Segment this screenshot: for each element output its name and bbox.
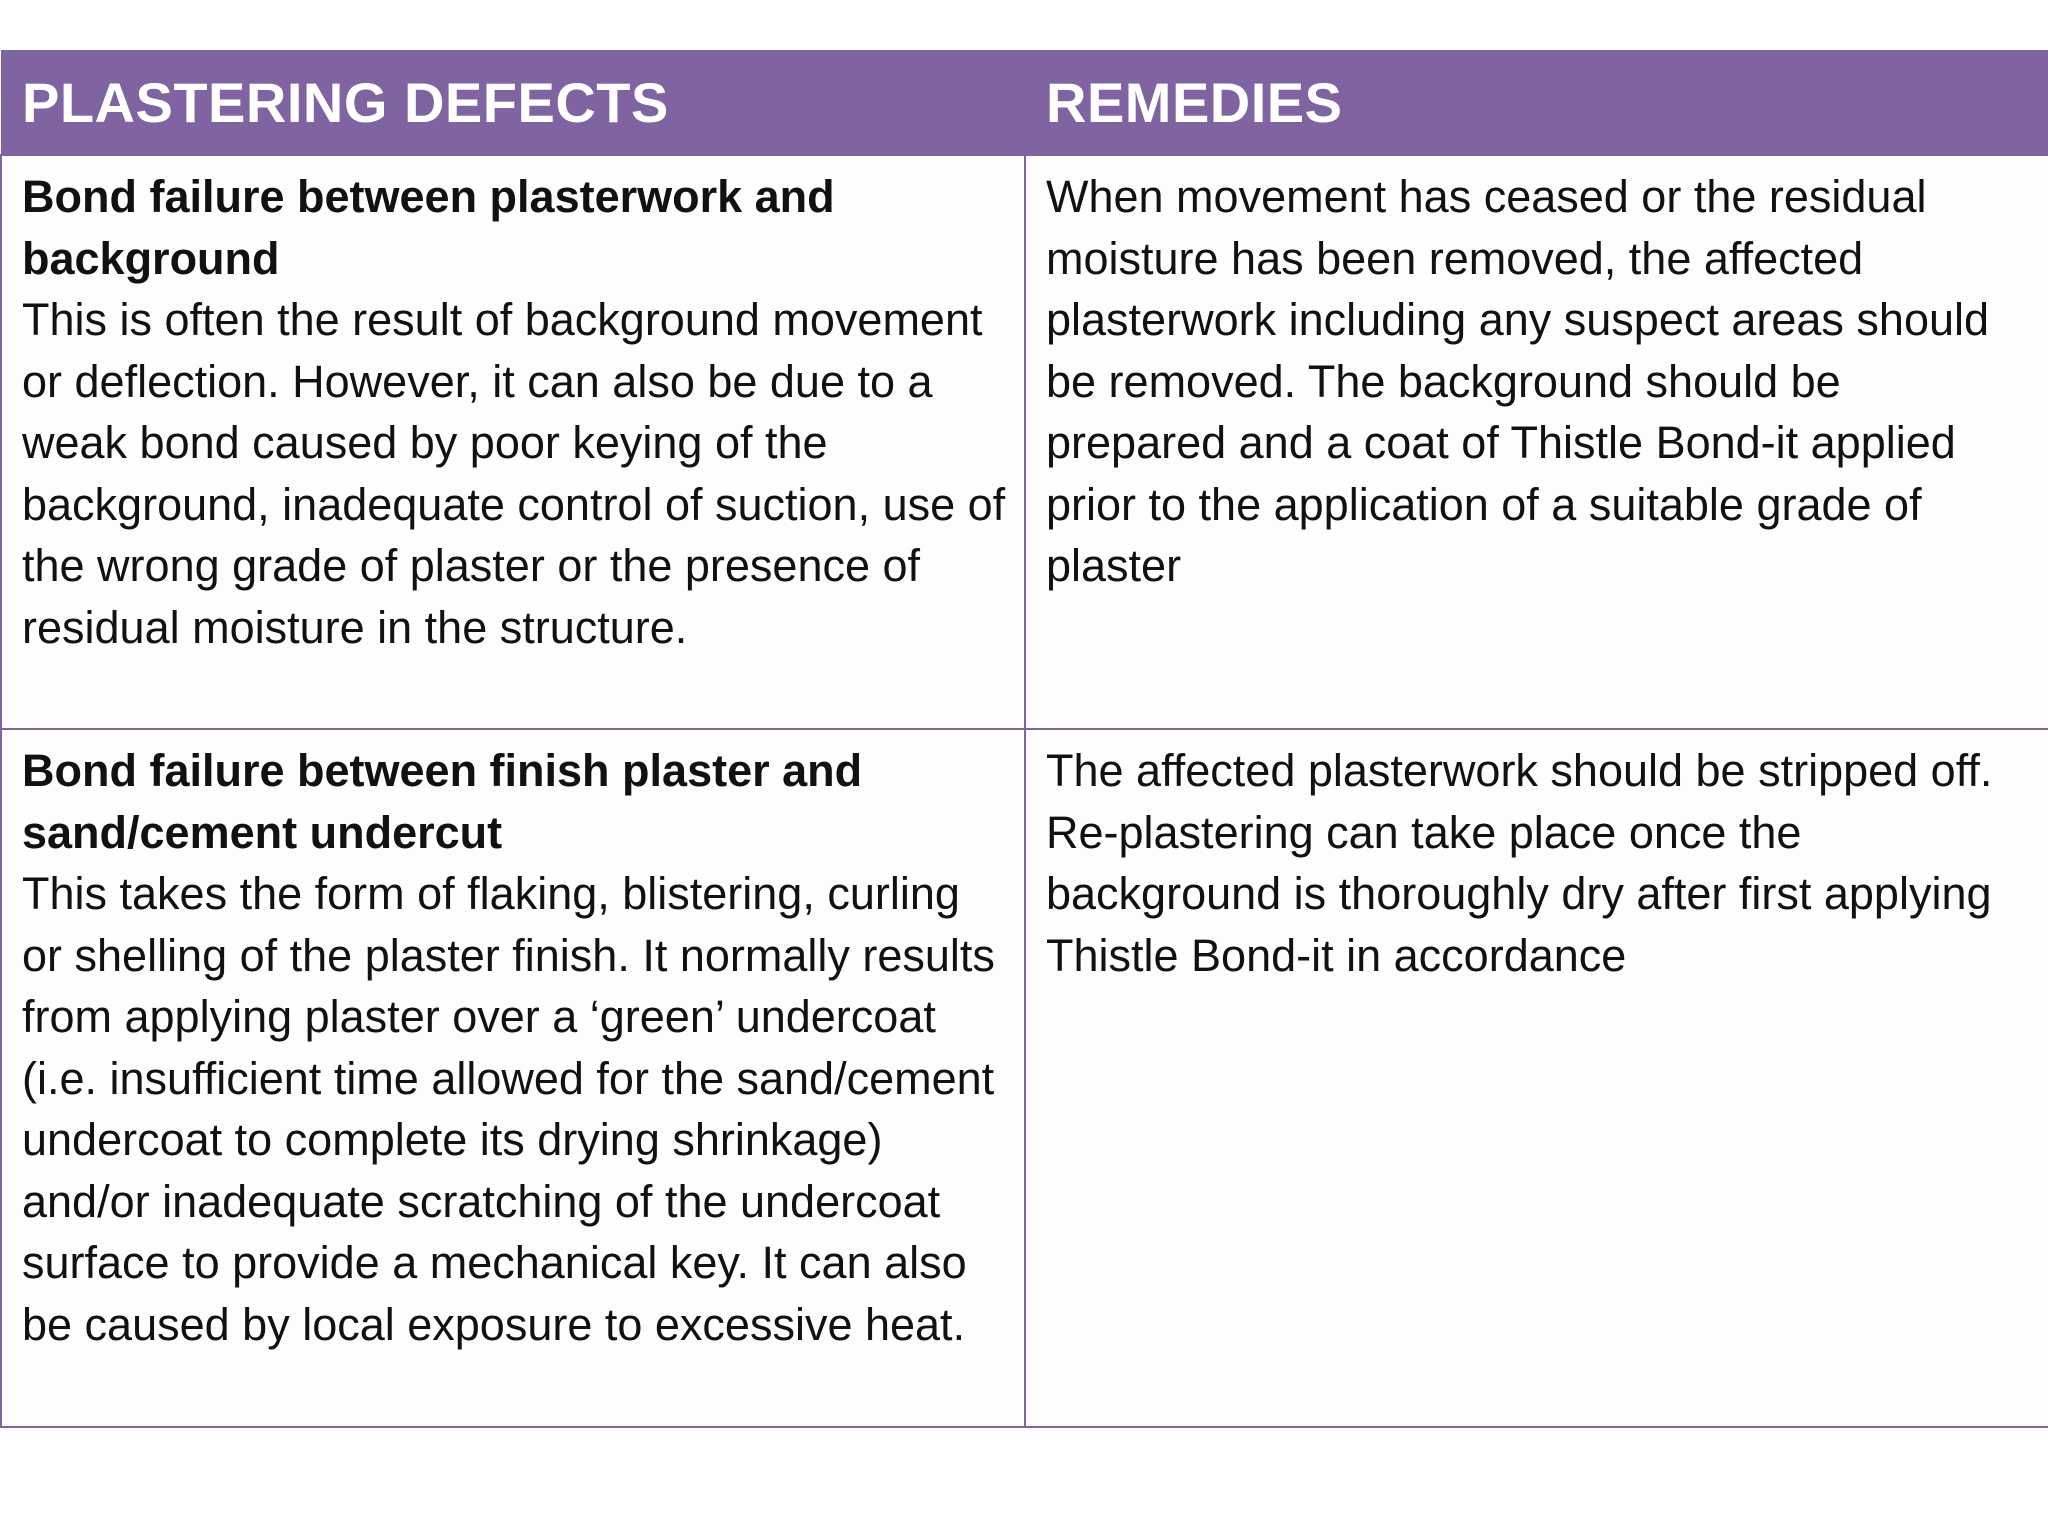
table-row <box>1 155 2048 729</box>
remedy-cell <box>1025 729 2048 1427</box>
defect-cell <box>1 729 1025 1427</box>
remedy-cell <box>1025 155 2048 729</box>
defects-remedies-table <box>0 50 2048 1428</box>
defect-title: Bond failure between plasterwork and background <box>22 171 835 284</box>
remedy-description: When movement has ceased or the residual moisture has been removed, the affected plasterwork including any suspect areas should be removed. The background should be prepared and a coat of Thistle Bond-it applied prior to the application of a suitable grade of plaster <box>1046 171 1990 591</box>
defect-description: This takes the form of flaking, blistering, curling or shelling of the plaster finish. It normally results from applying plaster over a ‘green’ undercoat (i.e. insufficient time allowed for the sand/cement undercoat to complete its drying shrinkage) and/or inadequate scratching of the undercoat surface to provide a mechanical key. It can also be caused by local exposure to excessive heat. <box>22 868 995 1350</box>
defect-cell <box>1 155 1025 729</box>
remedy-description: The affected plasterwork should be stripped off. Re-plastering can take place once the background is thoroughly dry after first applying Thistle Bond-it in accordance <box>1046 745 1993 981</box>
defect-title: Bond failure between finish plaster and sand/cement undercut <box>22 745 863 858</box>
header-remedies: REMEDIES <box>1025 50 2048 155</box>
header-plastering-defects: PLASTERING DEFECTS <box>1 50 1025 155</box>
defect-description: This is often the result of background movement or deflection. However, it can also be due to a weak bond caused by poor keying of the background, inadequate control of suction, use of the wrong grade of plaster or the presence of residual moisture in the structure. <box>22 294 1006 653</box>
table-row <box>1 729 2048 1427</box>
table-header-row <box>1 50 2048 155</box>
